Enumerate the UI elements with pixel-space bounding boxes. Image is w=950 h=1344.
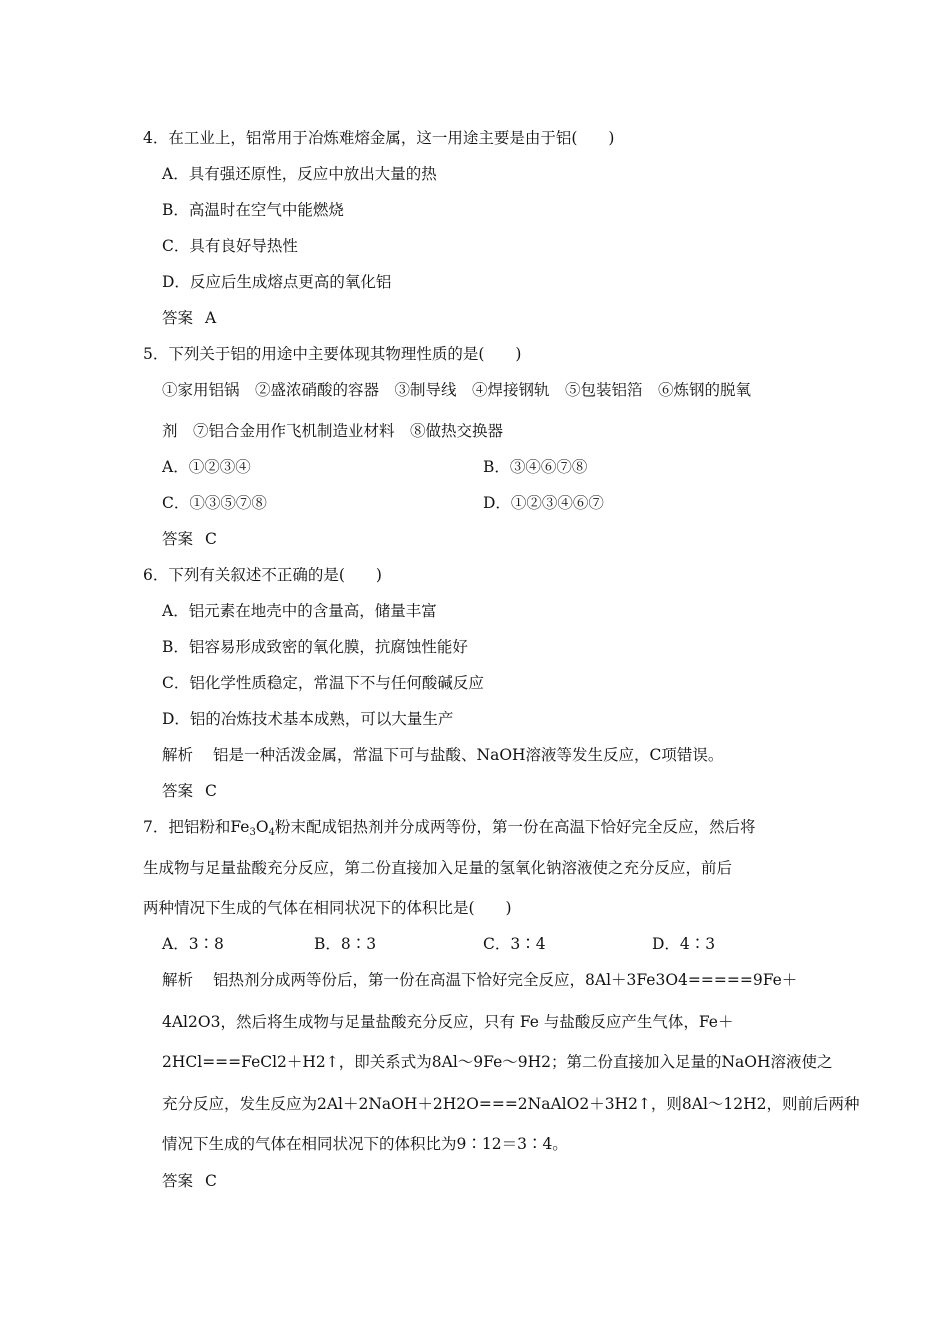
stem-text: 7．把铝粉和 bbox=[143, 818, 231, 836]
analysis-text: 铝热剂分成两等份后，第一份在高温下恰好完全反应，8Al＋3Fe3O4=====9Fe＋ bbox=[213, 971, 798, 989]
answer-value: A bbox=[205, 309, 217, 327]
question-7-option-a: A．3∶8 bbox=[162, 935, 224, 953]
answer-label: 答案 bbox=[162, 782, 194, 800]
question-6-analysis bbox=[162, 745, 723, 765]
formula-fe3o4: $Fe_3O_4$ bbox=[230, 818, 275, 838]
question-4-option-c: C．具有良好导热性 bbox=[162, 237, 298, 255]
analysis-label: 解析 bbox=[162, 971, 194, 989]
question-6-option-b: B．铝容易形成致密的氧化膜，抗腐蚀性能好 bbox=[162, 638, 468, 656]
question-7-analysis-line2: 4Al2O3，然后将生成物与足量盐酸充分反应，只有 Fe 与盐酸反应产生气体，Fe＋ bbox=[162, 1013, 734, 1031]
question-7-stem-line3: 两种情况下生成的气体在相同状况下的体积比是( ) bbox=[143, 899, 512, 917]
question-4-answer bbox=[162, 308, 216, 328]
analysis-text: 铝是一种活泼金属，常温下可与盐酸、NaOH溶液等发生反应，C项错误。 bbox=[213, 746, 724, 764]
question-5-option-b: B．③④⑥⑦⑧ bbox=[483, 458, 588, 476]
question-5-items-line1: ①家用铝锅 ②盛浓硝酸的容器 ③制导线 ④焊接钢轨 ⑤包装铝箔 ⑥炼钢的脱氧 bbox=[162, 381, 752, 399]
answer-value: C bbox=[205, 1172, 217, 1190]
question-7-stem-line1 bbox=[143, 817, 755, 837]
answer-value: C bbox=[205, 782, 217, 800]
question-7-stem-line2: 生成物与足量盐酸充分反应，第二份直接加入足量的氢氧化钠溶液使之充分反应，前后 bbox=[143, 859, 733, 877]
question-5-stem: 5．下列关于铝的用途中主要体现其物理性质的是( ) bbox=[143, 345, 522, 363]
answer-label: 答案 bbox=[162, 530, 194, 548]
question-5-option-a: A．①②③④ bbox=[162, 458, 251, 476]
question-7-analysis-line3: 2HCl===FeCl2＋H2↑，即关系式为8Al～9Fe～9H2；第二份直接加入足量的NaOH溶液使之 bbox=[162, 1053, 833, 1071]
question-5-items-line2: 剂 ⑦铝合金用作飞机制造业材料 ⑧做热交换器 bbox=[162, 422, 504, 440]
question-7-option-d: D．4∶3 bbox=[652, 935, 716, 953]
question-4-option-a: A．具有强还原性，反应中放出大量的热 bbox=[162, 165, 437, 183]
question-4-stem: 4．在工业上，铝常用于冶炼难熔金属，这一用途主要是由于铝( ) bbox=[143, 129, 615, 147]
question-7-analysis-line1 bbox=[162, 970, 797, 990]
question-4-option-b: B．高温时在空气中能燃烧 bbox=[162, 201, 344, 219]
question-6-answer bbox=[162, 781, 217, 801]
question-7-analysis-line4: 充分反应，发生反应为2Al＋2NaOH＋2H2O===2NaAlO2＋3H2↑，则8Al～12H2，则前后两种 bbox=[162, 1095, 860, 1113]
answer-label: 答案 bbox=[162, 1172, 194, 1190]
question-5-answer bbox=[162, 529, 217, 549]
question-6-option-c: C．铝化学性质稳定，常温下不与任何酸碱反应 bbox=[162, 674, 484, 692]
question-7-answer bbox=[162, 1171, 217, 1191]
question-6-option-a: A．铝元素在地壳中的含量高，储量丰富 bbox=[162, 602, 437, 620]
question-4-option-d: D．反应后生成熔点更高的氧化铝 bbox=[162, 273, 392, 291]
answer-label: 答案 bbox=[162, 309, 194, 327]
question-7-option-b: B．8∶3 bbox=[314, 935, 377, 953]
answer-value: C bbox=[205, 530, 217, 548]
question-7-option-c: C．3∶4 bbox=[483, 935, 546, 953]
question-7-analysis-line5: 情况下生成的气体在相同状况下的体积比为9∶12＝3∶4。 bbox=[162, 1135, 568, 1153]
analysis-label: 解析 bbox=[162, 746, 194, 764]
question-6-option-d: D．铝的冶炼技术基本成熟，可以大量生产 bbox=[162, 710, 454, 728]
question-5-option-c: C．①③⑤⑦⑧ bbox=[162, 494, 267, 512]
question-6-stem: 6．下列有关叙述不正确的是( ) bbox=[143, 566, 382, 584]
question-5-option-d: D．①②③④⑥⑦ bbox=[483, 494, 604, 512]
stem-text: 粉末配成铝热剂并分成两等份，第一份在高温下恰好完全反应，然后将 bbox=[274, 818, 756, 836]
